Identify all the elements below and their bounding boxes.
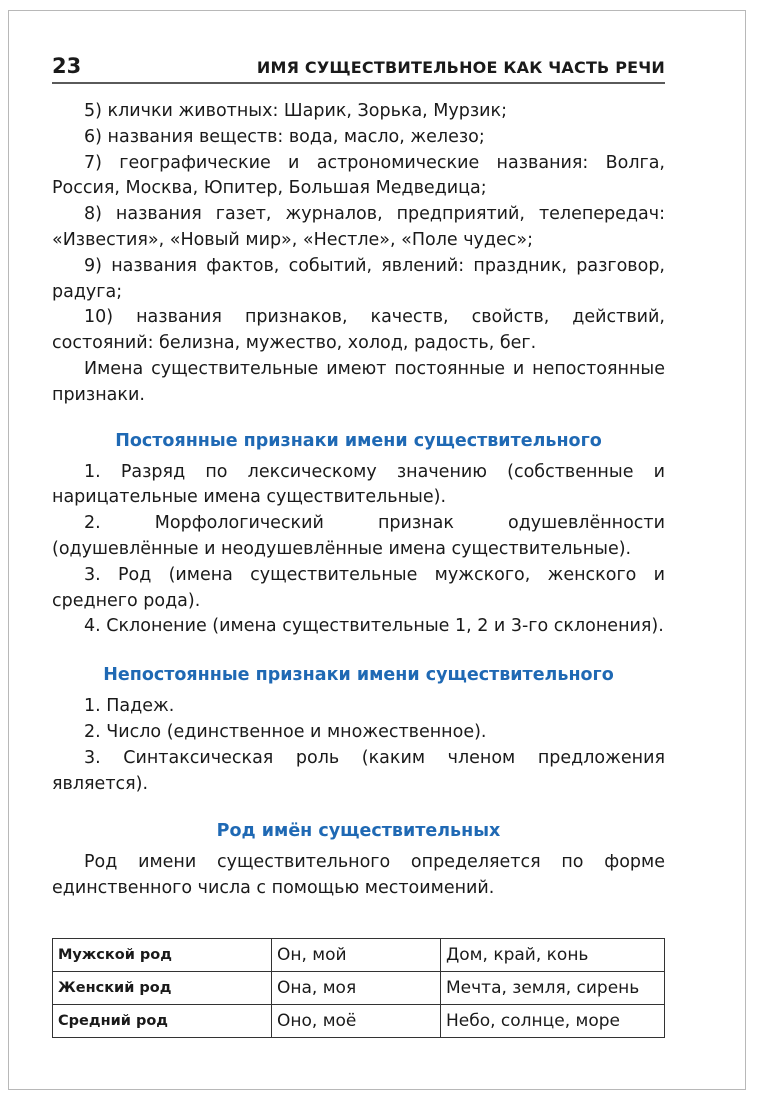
- pronoun-cell: Он, мой: [272, 939, 441, 972]
- section-heading-gender: Род имён существительных: [216, 821, 501, 842]
- section-heading-constant: Постоянные признаки имени существительного: [115, 430, 602, 451]
- example-cell: Небо, солнце, море: [441, 1005, 665, 1038]
- list-item: 9) названия фактов, событий, явлений: праздник, разговор, радуга;: [52, 255, 665, 302]
- list-item: 1. Разряд по лексическому значению (собственные и нарицательные имена существительные).: [52, 461, 665, 508]
- list-item: 3. Синтаксическая роль (каким членом предложения является).: [52, 747, 665, 794]
- example-cell: Мечта, земля, сирень: [441, 972, 665, 1005]
- gender-cell: Мужской род: [53, 939, 272, 972]
- gender-cell: Средний род: [53, 1005, 272, 1038]
- list-item: 5) клички животных: Шарик, Зорька, Мурзик;: [84, 101, 508, 121]
- list-item: 6) названия веществ: вода, масло, железо;: [84, 126, 485, 147]
- list-item: 7) географические и астрономические названия: Волга, Россия, Москва, Юпитер, Большая Медведица;: [52, 152, 665, 199]
- list-item: 10) названия признаков, качеств, свойств, действий, состояний: белизна, мужество, холод, радость, бег.: [52, 307, 665, 354]
- intro-summary: Имена существительные имеют постоянные и непостоянные признаки.: [52, 358, 665, 405]
- list-item: 3. Род (имена существительные мужского, женского и среднего рода).: [52, 564, 665, 611]
- list-item: 2. Число (единственное и множественное).: [84, 721, 487, 742]
- page-number: 23: [52, 54, 82, 78]
- pronoun-cell: Оно, моё: [272, 1005, 441, 1038]
- list-item: 8) названия газет, журналов, предприятий, телепередач: «Известия», «Новый мир», «Нестле», «Поле чудес»;: [52, 204, 665, 250]
- table-row: [53, 1005, 665, 1038]
- gender-intro-text: Род имени существительного определяется по форме единственного числа с помощью местоимений.: [52, 852, 665, 899]
- table-row: [53, 939, 665, 972]
- pronoun-cell: Она, моя: [272, 972, 441, 1005]
- running-title: ИМЯ СУЩЕСТВИТЕЛЬНОЕ КАК ЧАСТЬ РЕЧИ: [256, 58, 665, 77]
- table-row: [53, 972, 665, 1005]
- gender-cell: Женский род: [53, 972, 272, 1005]
- list-item: 2. Морфологический признак одушевлённости (одушевлённые и неодушевлённые имена существительные).: [52, 513, 665, 559]
- section-heading-variable: Непостоянные признаки имени существительного: [103, 665, 614, 686]
- page-content: [52, 99, 665, 902]
- page-header: [52, 52, 665, 84]
- example-cell: Дом, край, конь: [441, 939, 665, 972]
- gender-table: [52, 938, 665, 1038]
- list-item: 4. Склонение (имена существительные 1, 2 и 3-го склонения).: [84, 616, 664, 637]
- list-item: 1. Падеж.: [84, 696, 175, 717]
